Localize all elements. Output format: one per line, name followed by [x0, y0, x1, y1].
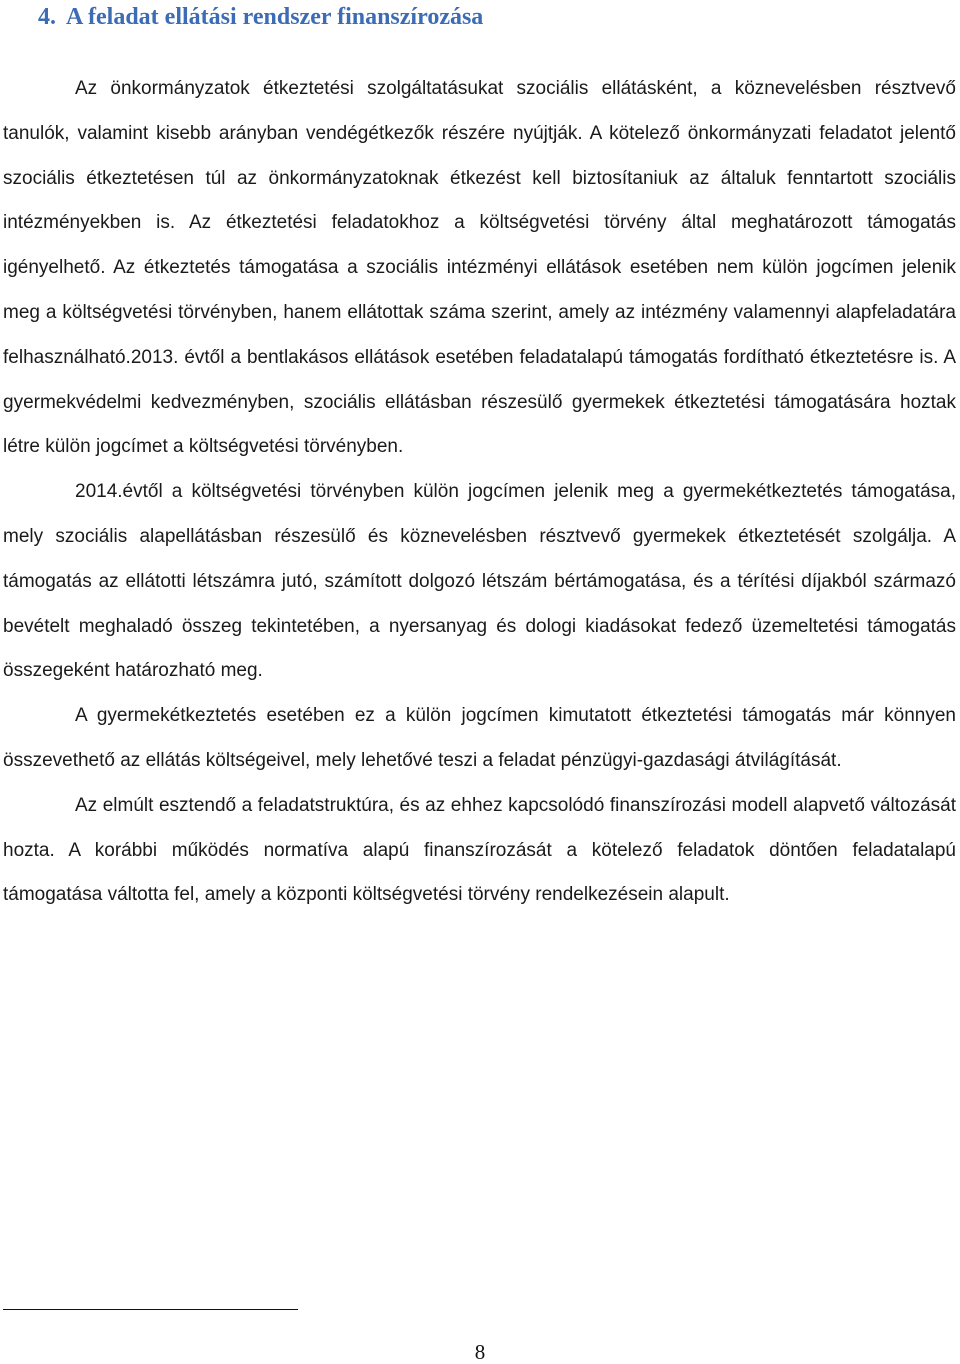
paragraph: A gyermekétkeztetés esetében ez a külön jogcímen kimutatott étkeztetési támogatás már könnyen összevethető az ellátás költségeivel, mely lehetővé teszi a feladat pénzügyi-gazdasági átvilágítását. [3, 705, 956, 771]
section-heading [38, 0, 483, 34]
section-title: A feladat ellátási rendszer finanszírozása [66, 4, 484, 30]
paragraph: Az elmúlt esztendő a feladatstruktúra, és az ehhez kapcsolódó finanszírozási modell alapvető változását hozta. A korábbi működés normatíva alapú finanszírozását a kötelező feladatok döntően feladatalapú támogatása váltotta fel, amely a központi költségvetési törvény rendelkezésein alapult. [3, 794, 956, 906]
paragraph: Az önkormányzatok étkeztetési szolgáltatásukat szociális ellátásként, a köznevelésben résztvevő tanulók, valamint kisebb arányban vendégétkezők részére nyújtják. A kötelező önkormányzati feladatot jelentő szociális étkeztetésen túl az önkormányzatoknak étkezést kell biztosítaniuk az általuk fenntartott szociális intézményekben is. Az étkeztetési feladatokhoz a költségvetési törvény által meghatározott támogatás igényelhető. Az étkeztetés támogatása a szociális intézményi ellátások esetében nem külön jogcímen jelenik meg a költségvetési törvényben, hanem ellátottak száma szerint, amely az intézmény valamennyi alapfeladatára felhasználható.2013. évtől a bentlakásos ellátások esetében feladatalapú támogatás fordítható étkeztetésre is. A gyermekvédelmi kedvezményben, szociális ellátásban részesülő gyermekek étkeztetési támogatására hoztak létre külön jogcímet a költségvetési törvényben. [3, 78, 956, 458]
section-number: 4. [38, 4, 56, 30]
footnote-separator [3, 1309, 298, 1310]
paragraph: 2014.évtől a költségvetési törvényben külön jogcímen jelenik meg a gyermekétkeztetés támogatása, mely szociális alapellátásban részesülő és köznevelésben résztvevő gyermekek étkeztetését szolgálja. A támogatás az ellátotti létszámra jutó, számított dolgozó létszám bértámogatása, és a térítési díjakból származó bevételt meghaladó összeg tekintetében, a nyersanyag és dologi kiadásokat fedező üzemeltetési támogatás összegeként határozható meg. [3, 481, 956, 682]
page-number: 8 [474, 1340, 486, 1364]
body-text [3, 67, 956, 918]
